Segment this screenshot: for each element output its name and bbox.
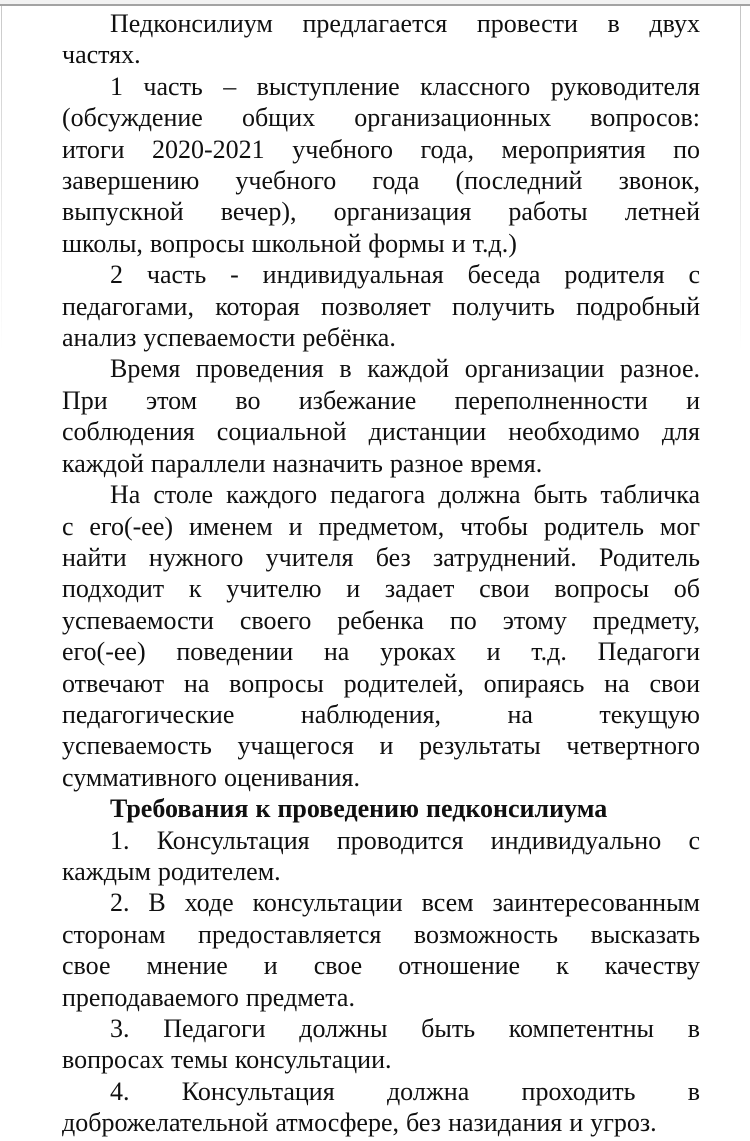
text-line: При этом во избежание переполненности и — [62, 385, 700, 415]
text-line: педагогические наблюдения, на текущую — [62, 699, 700, 729]
document-text — [62, 8, 700, 1139]
page-top-border — [0, 0, 750, 6]
text-line: преподаваемого предмета. — [62, 982, 355, 1012]
page-edge-left — [1, 6, 2, 351]
text-line: суммативного оценивания. — [62, 762, 360, 792]
text-line: с его(-ее) именем и предметом, чтобы родитель мог — [62, 511, 700, 541]
text-line: 2 часть - индивидуальная беседа родителя с — [110, 260, 700, 290]
text-line: подходит к учителю и задает свои вопросы об — [62, 574, 700, 604]
section-heading: Требования к проведению педконсилиума — [110, 794, 608, 824]
text-line: сторонам предоставляется возможность высказать — [62, 919, 700, 949]
text-line: 2. В ходе консультации всем заинтересованным — [110, 888, 700, 918]
text-line: отвечают на вопросы родителей, опираясь на свои — [62, 668, 700, 698]
text-line: школы, вопросы школьной формы и т.д.) — [62, 228, 517, 258]
document-page — [62, 8, 700, 1139]
text-line: завершению учебного года (последний звонок, — [62, 166, 700, 196]
text-line: (обсуждение общих организационных вопросов: — [62, 103, 700, 133]
text-line: каждой параллели назначить разное время. — [62, 448, 543, 478]
text-line: выпускной вечер), организация работы летней — [62, 197, 700, 227]
text-line: 4. Консультация должна проходить в — [110, 1076, 700, 1106]
text-line: вопросах темы консультации. — [62, 1045, 392, 1075]
text-line: свое мнение и свое отношение к качеству — [62, 951, 700, 981]
text-line: педагогами, которая позволяет получить подробный — [62, 291, 700, 321]
text-line: частях. — [62, 40, 141, 70]
text-line: соблюдения социальной дистанции необходимо для — [62, 417, 700, 447]
text-line: 3. Педагоги должны быть компетентны в — [110, 1014, 700, 1043]
text-line: анализ успеваемости ребёнка. — [62, 323, 396, 353]
text-line: 1. Консультация проводится индивидуально с — [110, 825, 700, 855]
text-line: итоги 2020-2021 учебного года, мероприятия по — [62, 134, 700, 164]
text-line: Время проведения в каждой организации разное. — [110, 354, 700, 384]
text-line: его(-ее) поведении на уроках и т.д. Педагоги — [62, 637, 700, 667]
text-line: каждым родителем. — [62, 856, 281, 886]
text-line: доброжелательной атмосфере, без назидания и угроз. — [62, 1108, 657, 1138]
text-line: успеваемость учащегося и результаты четвертного — [62, 731, 700, 761]
page-edge-right — [740, 6, 741, 351]
text-line: На столе каждого педагога должна быть табличка — [110, 480, 700, 510]
text-line: успеваемости своего ребенка по этому предмету, — [62, 605, 700, 635]
text-line: найти нужного учителя без затруднений. Родитель — [62, 542, 700, 572]
text-line: 1 часть – выступление классного руководителя — [110, 71, 700, 101]
text-line: Педконсилиум предлагается провести в двух — [110, 9, 700, 38]
